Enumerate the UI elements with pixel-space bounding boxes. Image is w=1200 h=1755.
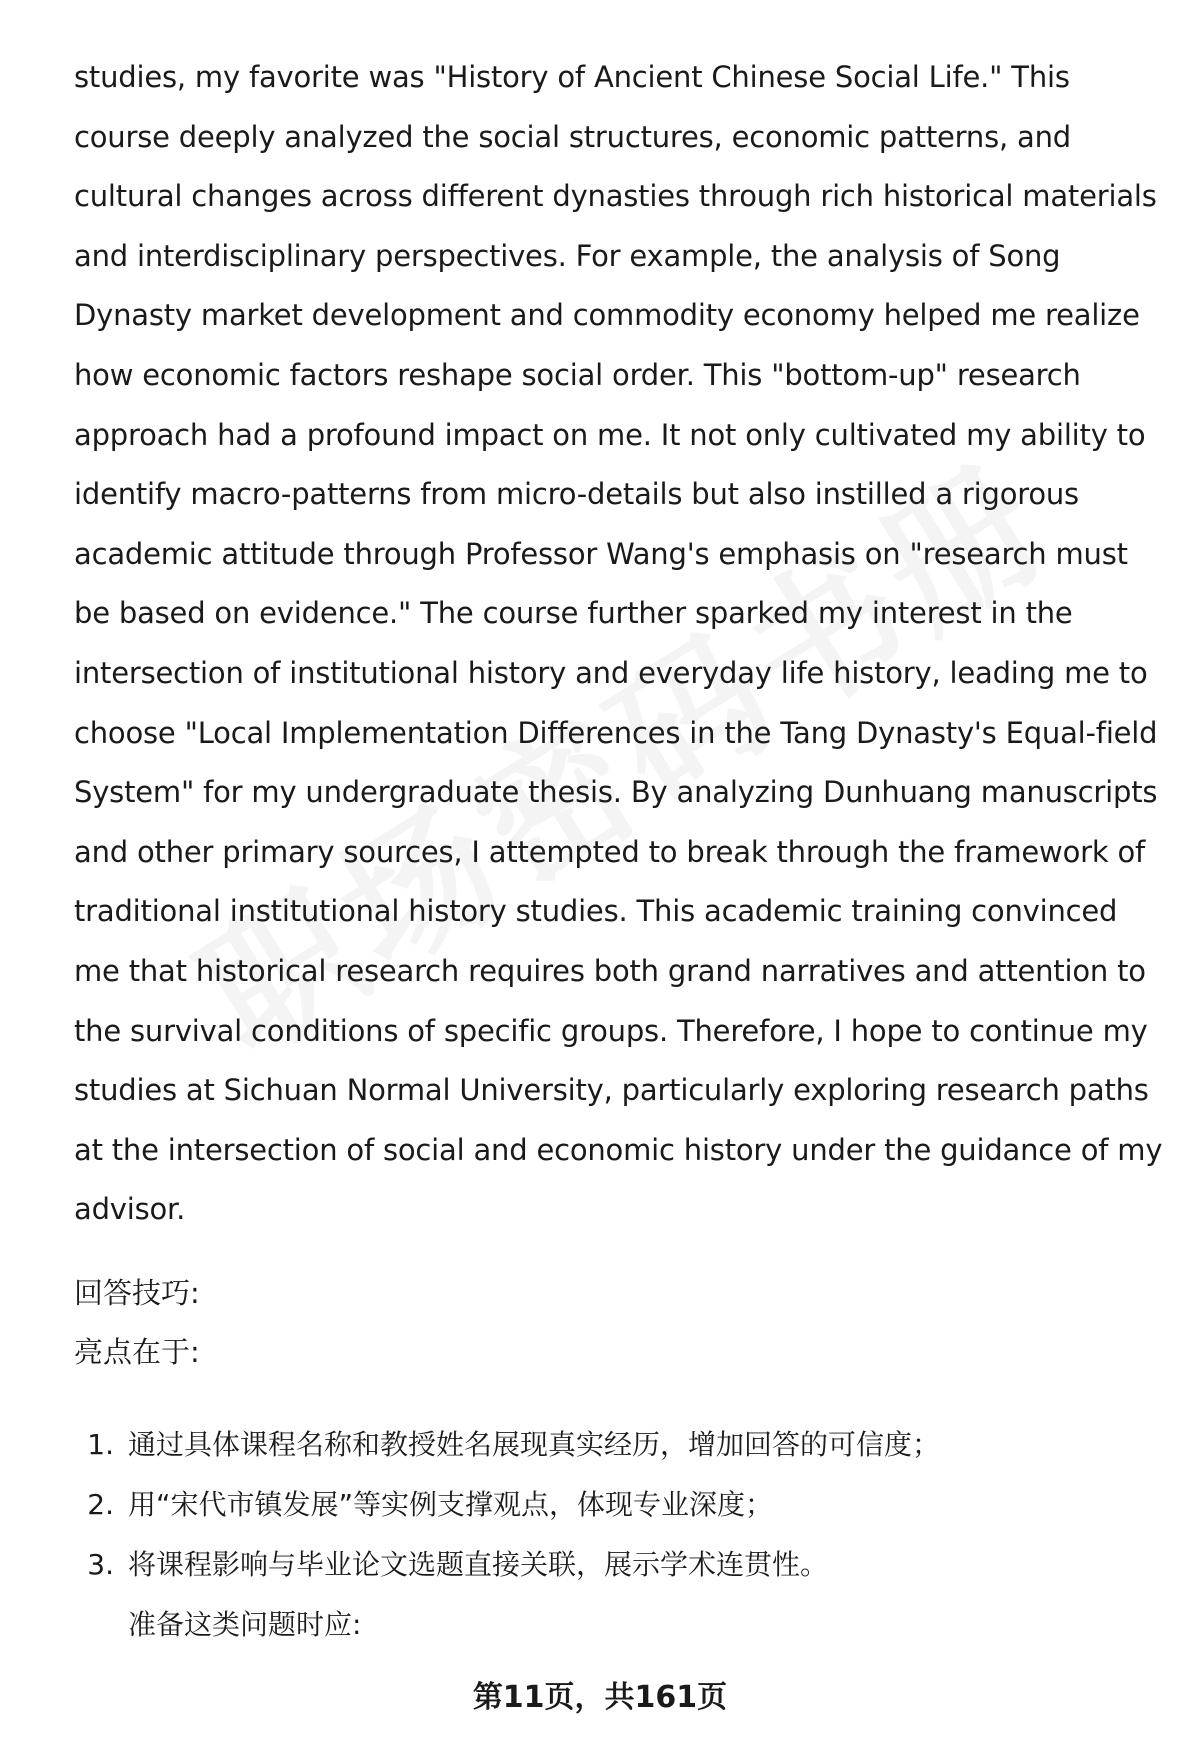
- list-item-text: 通过具体课程名称和教授姓名展现真实经历，增加回答的可信度；: [128, 1428, 941, 1462]
- list-item-text: 用“宋代市镇发展”等实例支撑观点，体现专业深度；: [128, 1488, 774, 1522]
- answer-tips-label: 回答技巧:: [74, 1275, 200, 1310]
- list-number: 3.: [87, 1548, 114, 1582]
- page-number-footer: 第11页，共161页: [472, 1680, 728, 1715]
- body-paragraph: studies, my favorite was "History of Ancient Chinese Social Life." This course deeply analyzed the social structures, economic patterns, and cultural changes across different dynasties through rich historical materials and interdisciplinary perspectives. For example, the analysis of Song Dynasty market development and commodity economy helped me realize how economic factors reshape social order. This "bottom-up" research approach had a profound impact on me. It not only cultivated my ability to identify macro-patterns from micro-details but also instilled a rigorous academic attitude through Professor Wang's emphasis on "research must be based on evidence." The course further sparked my interest in the intersection of institutional history and everyday life history, leading me to choose "Local Implementation Differences in the Tang Dynasty's Equal-field System" for my undergraduate thesis. By analyzing Dunhuang manuscripts and other primary sources, I attempted to break through the framework of traditional institutional history studies. This academic training convinced me that historical research requires both grand narratives and attention to the survival conditions of specific groups. Therefore, I hope to continue my studies at Sichuan Normal University, particularly exploring research paths at the intersection of social and economic history under the guidance of my advisor.: [74, 60, 1163, 1227]
- list-item: [74, 1475, 1164, 1535]
- prep-label: 准备这类问题时应:: [128, 1608, 362, 1642]
- tips-list: [74, 1415, 1164, 1595]
- highlights-label: 亮点在于:: [74, 1335, 200, 1370]
- list-item: [74, 1415, 1164, 1475]
- document-page: [74, 48, 1164, 1655]
- list-number: 1.: [87, 1428, 114, 1462]
- list-number: 2.: [87, 1488, 114, 1522]
- list-item-text: 将课程影响与毕业论文选题直接关联，展示学术连贯性。: [128, 1548, 829, 1582]
- list-item: [74, 1535, 1164, 1595]
